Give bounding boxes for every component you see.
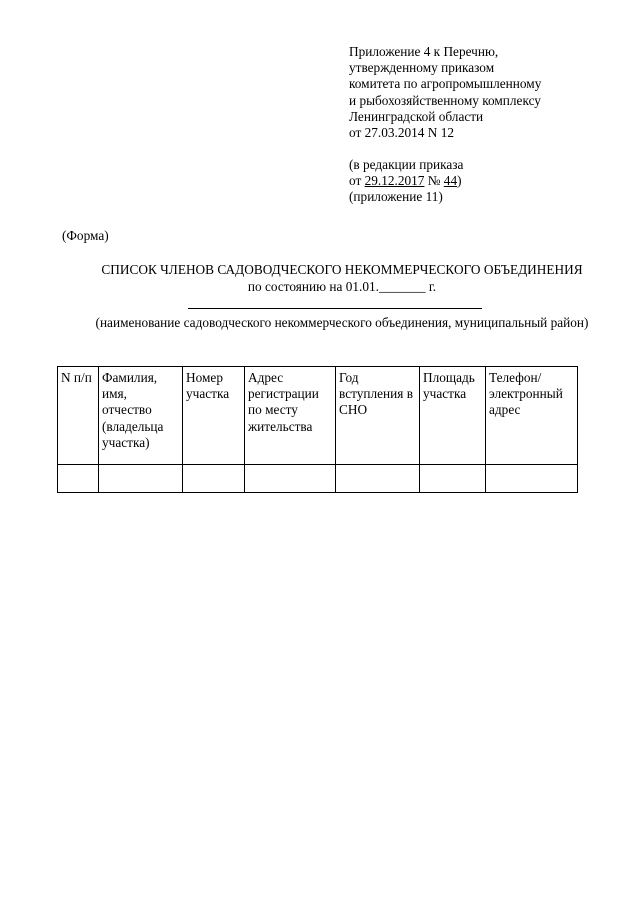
appendix-line: Приложение 4 к Перечню, bbox=[349, 44, 499, 59]
document-subtitle: по состоянию на 01.01._______ г. bbox=[247, 279, 437, 294]
table-cell[interactable] bbox=[99, 465, 183, 493]
table-header-row bbox=[58, 367, 578, 465]
form-label: (Форма) bbox=[62, 228, 109, 243]
revision-number-link[interactable]: 44 bbox=[443, 173, 458, 189]
appendix-line: и рыбохозяйственному комплексу bbox=[349, 92, 541, 108]
header-cell-plot-number: Номер участка bbox=[183, 367, 245, 465]
members-table bbox=[57, 366, 578, 493]
header-cell-number: N п/п bbox=[58, 367, 99, 465]
table-cell[interactable] bbox=[420, 465, 486, 493]
name-fill-line bbox=[188, 308, 482, 309]
appendix-line: утвержденному приказом bbox=[349, 60, 495, 76]
table-row bbox=[58, 465, 578, 493]
document-title: СПИСОК ЧЛЕНОВ САДОВОДЧЕСКОГО НЕКОММЕРЧЕСКОГО ОБЪЕДИНЕНИЯ bbox=[101, 262, 583, 277]
table-cell[interactable] bbox=[486, 465, 578, 493]
table-cell[interactable] bbox=[183, 465, 245, 493]
header-cell-join-year: Год вступления в СНО bbox=[336, 367, 420, 465]
revision-line: (в редакции приказа bbox=[349, 157, 464, 172]
table-cell[interactable] bbox=[58, 465, 99, 493]
revision-line: (приложение 11) bbox=[349, 189, 443, 205]
revision-prefix: от bbox=[349, 173, 365, 189]
revision-note bbox=[349, 157, 609, 206]
appendix-line: комитета по агропромышленному bbox=[349, 76, 542, 92]
revision-number-sign: № bbox=[424, 173, 444, 189]
appendix-line: Ленинградской области bbox=[349, 108, 484, 124]
revision-suffix: ) bbox=[457, 173, 462, 189]
appendix-line: от 27.03.2014 N 12 bbox=[349, 125, 454, 141]
header-cell-address: Адрес регистрации по месту жительства bbox=[245, 367, 336, 465]
appendix-reference bbox=[349, 44, 609, 141]
revision-line bbox=[349, 173, 609, 189]
table-cell[interactable] bbox=[245, 465, 336, 493]
header-cell-full-name: Фамилия, имя, отчество (владельца участка) bbox=[99, 367, 183, 465]
header-cell-contact: Телефон/ электронный адрес bbox=[486, 367, 578, 465]
revision-date-link[interactable]: 29.12.2017 bbox=[364, 173, 425, 189]
header-cell-plot-area: Площадь участка bbox=[420, 367, 486, 465]
name-caption: (наименование садоводческого некоммерческого объединения, муниципальный район) bbox=[95, 315, 589, 330]
table-cell[interactable] bbox=[336, 465, 420, 493]
